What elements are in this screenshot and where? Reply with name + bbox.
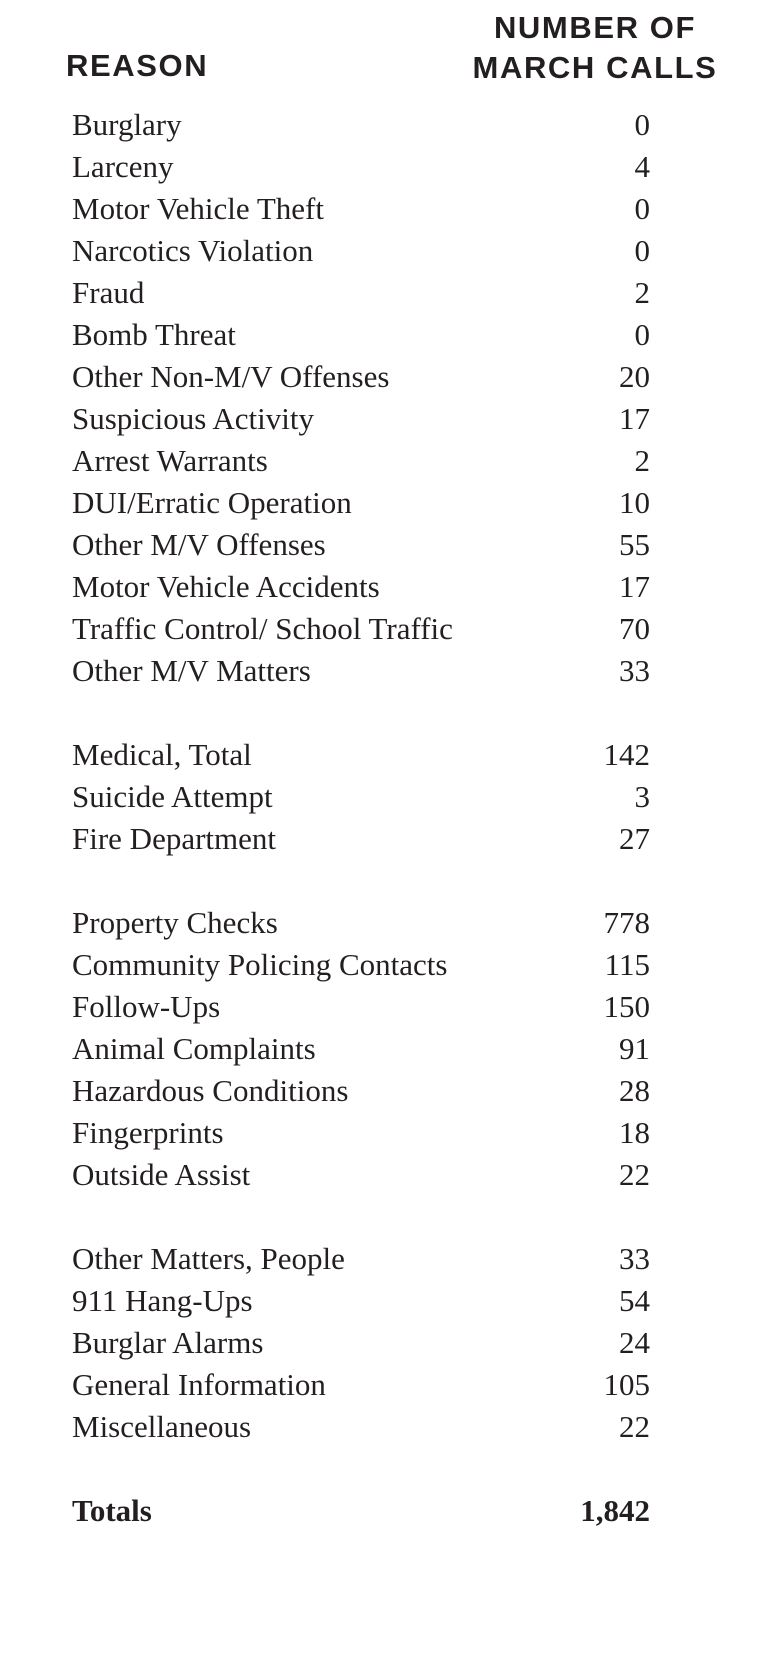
row-label: Community Policing Contacts bbox=[72, 947, 448, 982]
row-value: 33 bbox=[619, 1241, 650, 1276]
row-value: 105 bbox=[603, 1367, 650, 1402]
table-row bbox=[0, 356, 771, 398]
row-label: Other Non-M/V Offenses bbox=[72, 359, 390, 394]
column-header-reason: REASON bbox=[66, 48, 209, 83]
row-label: Hazardous Conditions bbox=[72, 1073, 349, 1108]
table-row bbox=[0, 1406, 771, 1448]
table-row bbox=[0, 944, 771, 986]
row-value: 0 bbox=[634, 317, 650, 352]
table-row bbox=[0, 608, 771, 650]
row-label: Other M/V Matters bbox=[72, 653, 311, 688]
row-label: Fire Department bbox=[72, 821, 277, 856]
row-label: Animal Complaints bbox=[72, 1031, 316, 1066]
row-label: Motor Vehicle Accidents bbox=[72, 569, 380, 604]
row-label: Other M/V Offenses bbox=[72, 527, 326, 562]
table-row bbox=[0, 398, 771, 440]
table-header bbox=[0, 0, 771, 104]
row-label: Totals bbox=[72, 1493, 152, 1528]
row-value: 0 bbox=[634, 191, 650, 226]
totals-row bbox=[0, 1490, 771, 1532]
table-row bbox=[0, 146, 771, 188]
row-label: Burglary bbox=[72, 107, 182, 142]
row-value: 24 bbox=[619, 1325, 650, 1360]
row-label: Other Matters, People bbox=[72, 1241, 345, 1276]
table-row bbox=[0, 230, 771, 272]
table-row bbox=[0, 902, 771, 944]
row-label: Suspicious Activity bbox=[72, 401, 314, 436]
row-value: 22 bbox=[619, 1409, 650, 1444]
row-group-3 bbox=[0, 902, 771, 1196]
row-value: 22 bbox=[619, 1157, 650, 1192]
row-value: 778 bbox=[603, 905, 650, 940]
row-value: 115 bbox=[604, 947, 650, 982]
table-row bbox=[0, 1238, 771, 1280]
table-row bbox=[0, 986, 771, 1028]
row-value: 27 bbox=[619, 821, 650, 856]
row-group-2 bbox=[0, 734, 771, 860]
column-header-march-calls bbox=[425, 8, 765, 88]
row-group-4 bbox=[0, 1238, 771, 1448]
table-row bbox=[0, 1364, 771, 1406]
row-label: Suicide Attempt bbox=[72, 779, 273, 814]
table-row bbox=[0, 314, 771, 356]
table-row bbox=[0, 566, 771, 608]
row-value: 2 bbox=[634, 443, 650, 478]
row-value: 17 bbox=[619, 401, 650, 436]
row-value: 0 bbox=[634, 233, 650, 268]
row-value: 150 bbox=[603, 989, 650, 1024]
table-row bbox=[0, 272, 771, 314]
row-label: Fingerprints bbox=[72, 1115, 224, 1150]
column-header-march-calls-line2: MARCH CALLS bbox=[472, 50, 718, 85]
row-label: DUI/Erratic Operation bbox=[72, 485, 352, 520]
table-row bbox=[0, 104, 771, 146]
row-label: Arrest Warrants bbox=[72, 443, 268, 478]
row-label: Miscellaneous bbox=[72, 1409, 252, 1444]
table-row bbox=[0, 650, 771, 692]
row-value: 142 bbox=[603, 737, 650, 772]
row-value: 28 bbox=[619, 1073, 650, 1108]
row-value: 20 bbox=[619, 359, 650, 394]
row-label: Traffic Control/ School Traffic bbox=[72, 611, 453, 646]
row-value: 10 bbox=[619, 485, 650, 520]
row-value: 55 bbox=[619, 527, 650, 562]
row-value: 33 bbox=[619, 653, 650, 688]
row-value: 3 bbox=[634, 779, 650, 814]
table-row bbox=[0, 776, 771, 818]
row-label: Bomb Threat bbox=[72, 317, 236, 352]
row-label: Burglar Alarms bbox=[72, 1325, 264, 1360]
row-value: 0 bbox=[634, 107, 650, 142]
table-row bbox=[0, 1322, 771, 1364]
table-row bbox=[0, 1112, 771, 1154]
table-row bbox=[0, 734, 771, 776]
column-header-march-calls-line1: NUMBER OF bbox=[493, 10, 697, 45]
row-value: 18 bbox=[619, 1115, 650, 1150]
row-label: Medical, Total bbox=[72, 737, 252, 772]
row-label: Narcotics Violation bbox=[72, 233, 314, 268]
row-label: Follow-Ups bbox=[72, 989, 221, 1024]
row-value: 54 bbox=[619, 1283, 650, 1318]
table-row bbox=[0, 440, 771, 482]
row-value: 91 bbox=[619, 1031, 650, 1066]
table-row bbox=[0, 1028, 771, 1070]
table-row bbox=[0, 1280, 771, 1322]
table-row bbox=[0, 1154, 771, 1196]
row-value: 17 bbox=[619, 569, 650, 604]
table-row bbox=[0, 818, 771, 860]
row-label: Motor Vehicle Theft bbox=[72, 191, 324, 226]
row-value: 4 bbox=[634, 149, 650, 184]
row-label: Larceny bbox=[72, 149, 174, 184]
row-value: 70 bbox=[619, 611, 650, 646]
row-value: 1,842 bbox=[580, 1493, 650, 1528]
table-row bbox=[0, 1070, 771, 1112]
row-label: Property Checks bbox=[72, 905, 278, 940]
row-label: Outside Assist bbox=[72, 1157, 251, 1192]
table-body bbox=[0, 104, 771, 1532]
table-row bbox=[0, 188, 771, 230]
row-value: 2 bbox=[634, 275, 650, 310]
row-label: Fraud bbox=[72, 275, 145, 310]
row-label: 911 Hang-Ups bbox=[72, 1283, 253, 1318]
row-group-1 bbox=[0, 104, 771, 692]
row-label: General Information bbox=[72, 1367, 326, 1402]
table-row bbox=[0, 482, 771, 524]
table-row bbox=[0, 524, 771, 566]
